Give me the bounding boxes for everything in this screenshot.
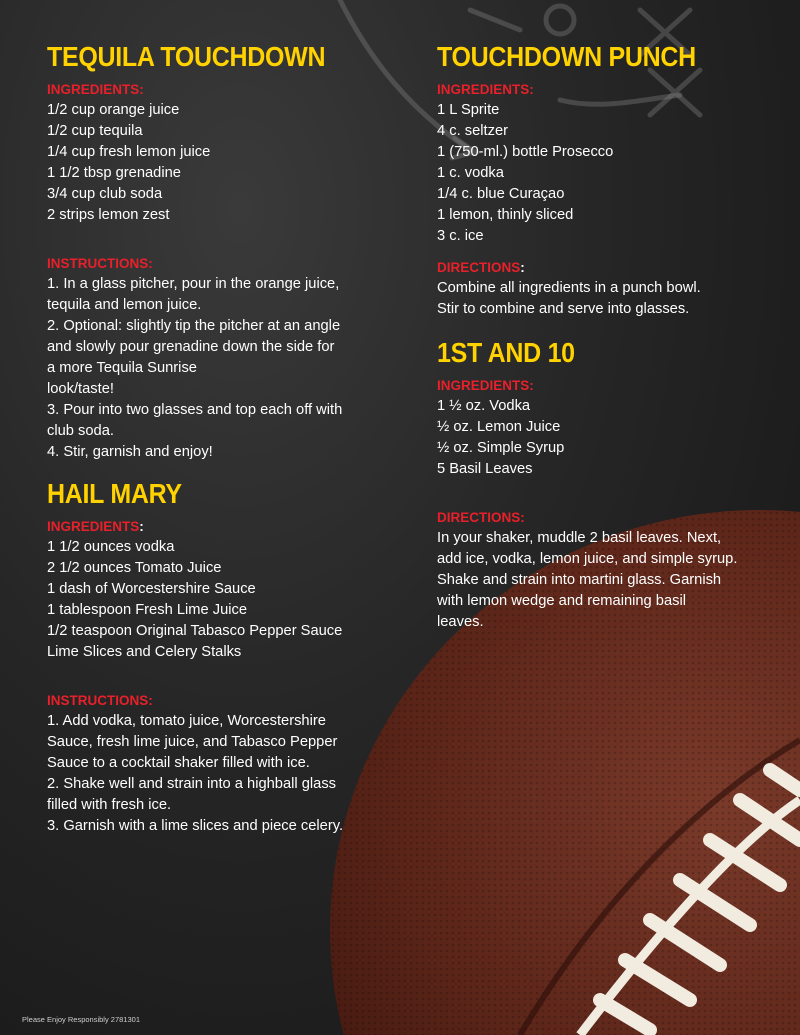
list-item: 1. In a glass pitcher, pour in the orange juice,: [47, 276, 340, 292]
recipe-title: TEQUILA TOUCHDOWN: [47, 41, 326, 73]
ingredients-list: [47, 100, 377, 226]
list-item: Combine all ingredients in a punch bowl.: [437, 280, 701, 296]
ingredients-label: INGREDIENTS:: [437, 378, 534, 393]
label-colon: :: [139, 519, 144, 534]
list-item: 1/2 cup orange juice: [47, 102, 180, 118]
list-item: 1 L Sprite: [437, 102, 500, 118]
instructions-list: [47, 274, 377, 463]
ingredients-list: [47, 537, 377, 663]
list-item: 1 tablespoon Fresh Lime Juice: [47, 602, 248, 618]
list-item: 1 (750-ml.) bottle Prosecco: [437, 144, 614, 160]
list-item: 1/2 cup tequila: [47, 123, 143, 139]
ingredients-label: INGREDIENTS:: [437, 82, 534, 97]
list-item: Stir to combine and serve into glasses.: [437, 301, 690, 317]
list-item: leaves.: [437, 614, 484, 630]
list-item: 1 1/2 tbsp grenadine: [47, 165, 181, 181]
recipe-first-and-ten: [437, 336, 777, 633]
list-item: 1. Add vodka, tomato juice, Worcestershire: [47, 713, 326, 729]
list-item: 2 strips lemon zest: [47, 207, 170, 223]
list-item: 1/4 cup fresh lemon juice: [47, 144, 211, 160]
label-colon: :: [520, 260, 525, 275]
list-item: tequila and lemon juice.: [47, 297, 202, 313]
list-item: 2. Shake well and strain into a highball glass: [47, 776, 337, 792]
right-column: [437, 40, 777, 633]
list-item: 1/4 c. blue Curaçao: [437, 186, 565, 202]
list-item: a more Tequila Sunrise: [47, 360, 197, 376]
recipe-title: 1ST AND 10: [437, 337, 575, 369]
list-item: 1 lemon, thinly sliced: [437, 207, 574, 223]
directions-label-text: DIRECTIONS: [437, 260, 521, 275]
list-item: ½ oz. Lemon Juice: [437, 419, 561, 435]
directions-label: [437, 259, 777, 276]
recipe-touchdown-punch: [437, 40, 777, 320]
ingredients-label: [47, 518, 377, 535]
list-item: club soda.: [47, 423, 114, 439]
list-item: Shake and strain into martini glass. Garnish: [437, 572, 722, 588]
list-item: and slowly pour grenadine down the side for: [47, 339, 335, 355]
left-column: [47, 40, 377, 837]
recipe-title: TOUCHDOWN PUNCH: [437, 41, 696, 73]
list-item: 2. Optional: slightly tip the pitcher at an angle: [47, 318, 341, 334]
list-item: filled with fresh ice.: [47, 797, 172, 813]
directions-label: DIRECTIONS:: [437, 510, 525, 525]
list-item: In your shaker, muddle 2 basil leaves. Next,: [437, 530, 722, 546]
list-item: 1 c. vodka: [437, 165, 504, 181]
directions-list: [437, 528, 777, 633]
ingredients-label-text: INGREDIENTS: [47, 519, 140, 534]
ingredients-list: [437, 396, 777, 480]
recipe-hail-mary: [47, 477, 377, 837]
instructions-label: INSTRUCTIONS:: [47, 693, 153, 708]
list-item: 3/4 cup club soda: [47, 186, 163, 202]
recipe-title: HAIL MARY: [47, 478, 182, 510]
list-item: 1 dash of Worcestershire Sauce: [47, 581, 256, 597]
list-item: 3. Garnish with a lime slices and piece celery.: [47, 818, 344, 834]
list-item: ½ oz. Simple Syrup: [437, 440, 565, 456]
footer-disclaimer: Please Enjoy Responsibly 2781301: [22, 1015, 140, 1024]
list-item: Sauce to a cocktail shaker filled with ice.: [47, 755, 310, 771]
list-item: add ice, vodka, lemon juice, and simple syrup.: [437, 551, 738, 567]
list-item: 1 ½ oz. Vodka: [437, 398, 531, 414]
instructions-label: INSTRUCTIONS:: [47, 256, 153, 271]
ingredients-list: [437, 100, 777, 247]
recipe-tequila-touchdown: [47, 40, 377, 463]
list-item: 3. Pour into two glasses and top each off with: [47, 402, 343, 418]
list-item: 1 1/2 ounces vodka: [47, 539, 175, 555]
list-item: 4 c. seltzer: [437, 123, 509, 139]
list-item: 3 c. ice: [437, 228, 484, 244]
list-item: 5 Basil Leaves: [437, 461, 533, 477]
instructions-list: [47, 711, 377, 837]
list-item: 4. Stir, garnish and enjoy!: [47, 444, 213, 460]
ingredients-label: INGREDIENTS:: [47, 82, 144, 97]
list-item: 1/2 teaspoon Original Tabasco Pepper Sauce: [47, 623, 343, 639]
list-item: with lemon wedge and remaining basil: [437, 593, 687, 609]
directions-list: [437, 278, 777, 320]
list-item: Sauce, fresh lime juice, and Tabasco Pepper: [47, 734, 338, 750]
list-item: look/taste!: [47, 381, 114, 397]
list-item: Lime Slices and Celery Stalks: [47, 644, 242, 660]
list-item: 2 1/2 ounces Tomato Juice: [47, 560, 222, 576]
